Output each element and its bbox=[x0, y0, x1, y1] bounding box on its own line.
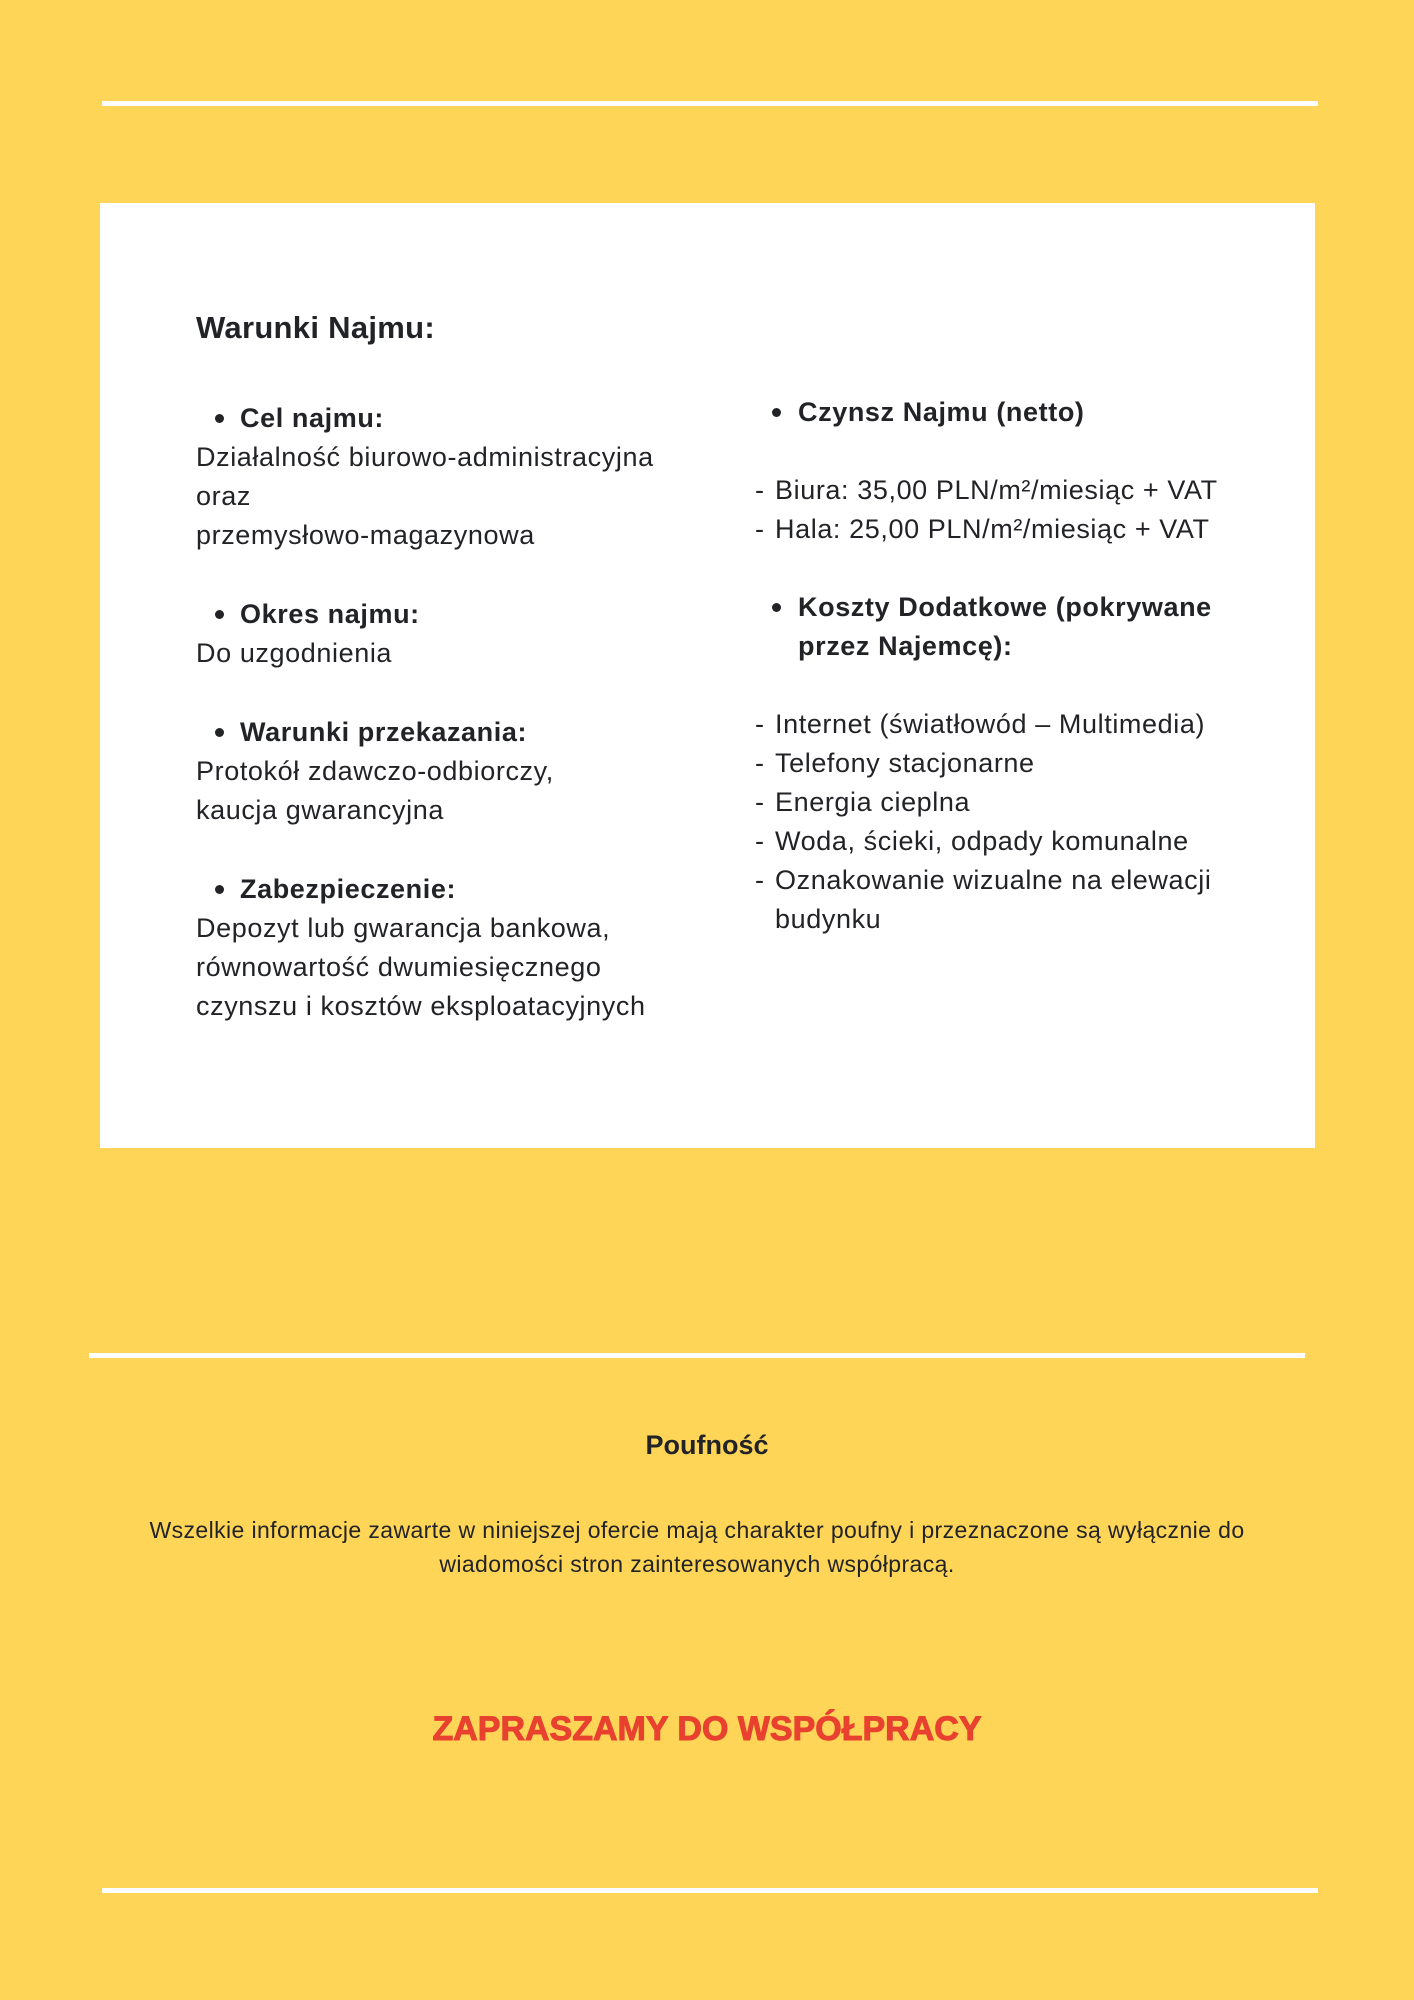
handover-line: Protokół zdawczo-odbiorczy, bbox=[196, 756, 554, 786]
term-line: Do uzgodnienia bbox=[196, 638, 393, 668]
rent-item: - Hala: 25,00 PLN/m²/miesiąc + VAT bbox=[755, 510, 1275, 549]
security-label: Zabezpieczenie: bbox=[196, 870, 726, 909]
security-line: Depozyt lub gwarancja bankowa, bbox=[196, 913, 611, 943]
confidentiality-text: Wszelkie informacje zawarte w niniejszej ofercie mają charakter poufny i przeznaczone są wyłącznie do wiadomości stron zainteresowanych współpracą. bbox=[149, 1517, 1245, 1577]
purpose-line: Działalność biurowo-administracyjna bbox=[196, 442, 654, 472]
extra-cost-item: - Woda, ścieki, odpady komunalne bbox=[755, 822, 1275, 861]
cta-heading: ZAPRASZAMY DO WSPÓŁPRACY bbox=[432, 1710, 982, 1748]
extra-cost-item: - Oznakowanie wizualne na elewacji budynku bbox=[755, 861, 1275, 939]
purpose-line: przemysłowo-magazynowa bbox=[196, 520, 535, 550]
lease-terms-right-column bbox=[755, 393, 1275, 939]
lease-terms-title: Warunki Najmu: bbox=[196, 310, 436, 345]
extra-cost-item: - Telefony stacjonarne bbox=[755, 744, 1275, 783]
purpose-line: oraz bbox=[196, 481, 251, 511]
middle-divider bbox=[89, 1353, 1305, 1358]
rent-item: - Biura: 35,00 PLN/m²/miesiąc + VAT bbox=[755, 471, 1275, 510]
bottom-divider bbox=[102, 1888, 1318, 1893]
purpose-label: Cel najmu: bbox=[196, 399, 726, 438]
confidentiality-title: Poufność bbox=[645, 1430, 769, 1460]
term-label: Okres najmu: bbox=[196, 595, 726, 634]
extra-cost-item: - Energia cieplna bbox=[755, 783, 1275, 822]
security-line: równowartość dwumiesięcznego bbox=[196, 952, 602, 982]
security-line: czynszu i kosztów eksploatacyjnych bbox=[196, 991, 646, 1021]
extra-costs-list bbox=[755, 705, 1275, 939]
rent-list bbox=[755, 471, 1275, 549]
lease-terms-card bbox=[100, 203, 1315, 1148]
lease-terms-left-column bbox=[196, 399, 726, 1026]
rent-label: Czynsz Najmu (netto) bbox=[755, 393, 1275, 432]
extra-costs-label: Koszty Dodatkowe (pokrywane przez Najemcę): bbox=[755, 588, 1275, 666]
top-divider bbox=[102, 101, 1318, 106]
handover-label: Warunki przekazania: bbox=[196, 713, 726, 752]
extra-cost-item: - Internet (światłowód – Multimedia) bbox=[755, 705, 1275, 744]
handover-line: kaucja gwarancyjna bbox=[196, 795, 444, 825]
